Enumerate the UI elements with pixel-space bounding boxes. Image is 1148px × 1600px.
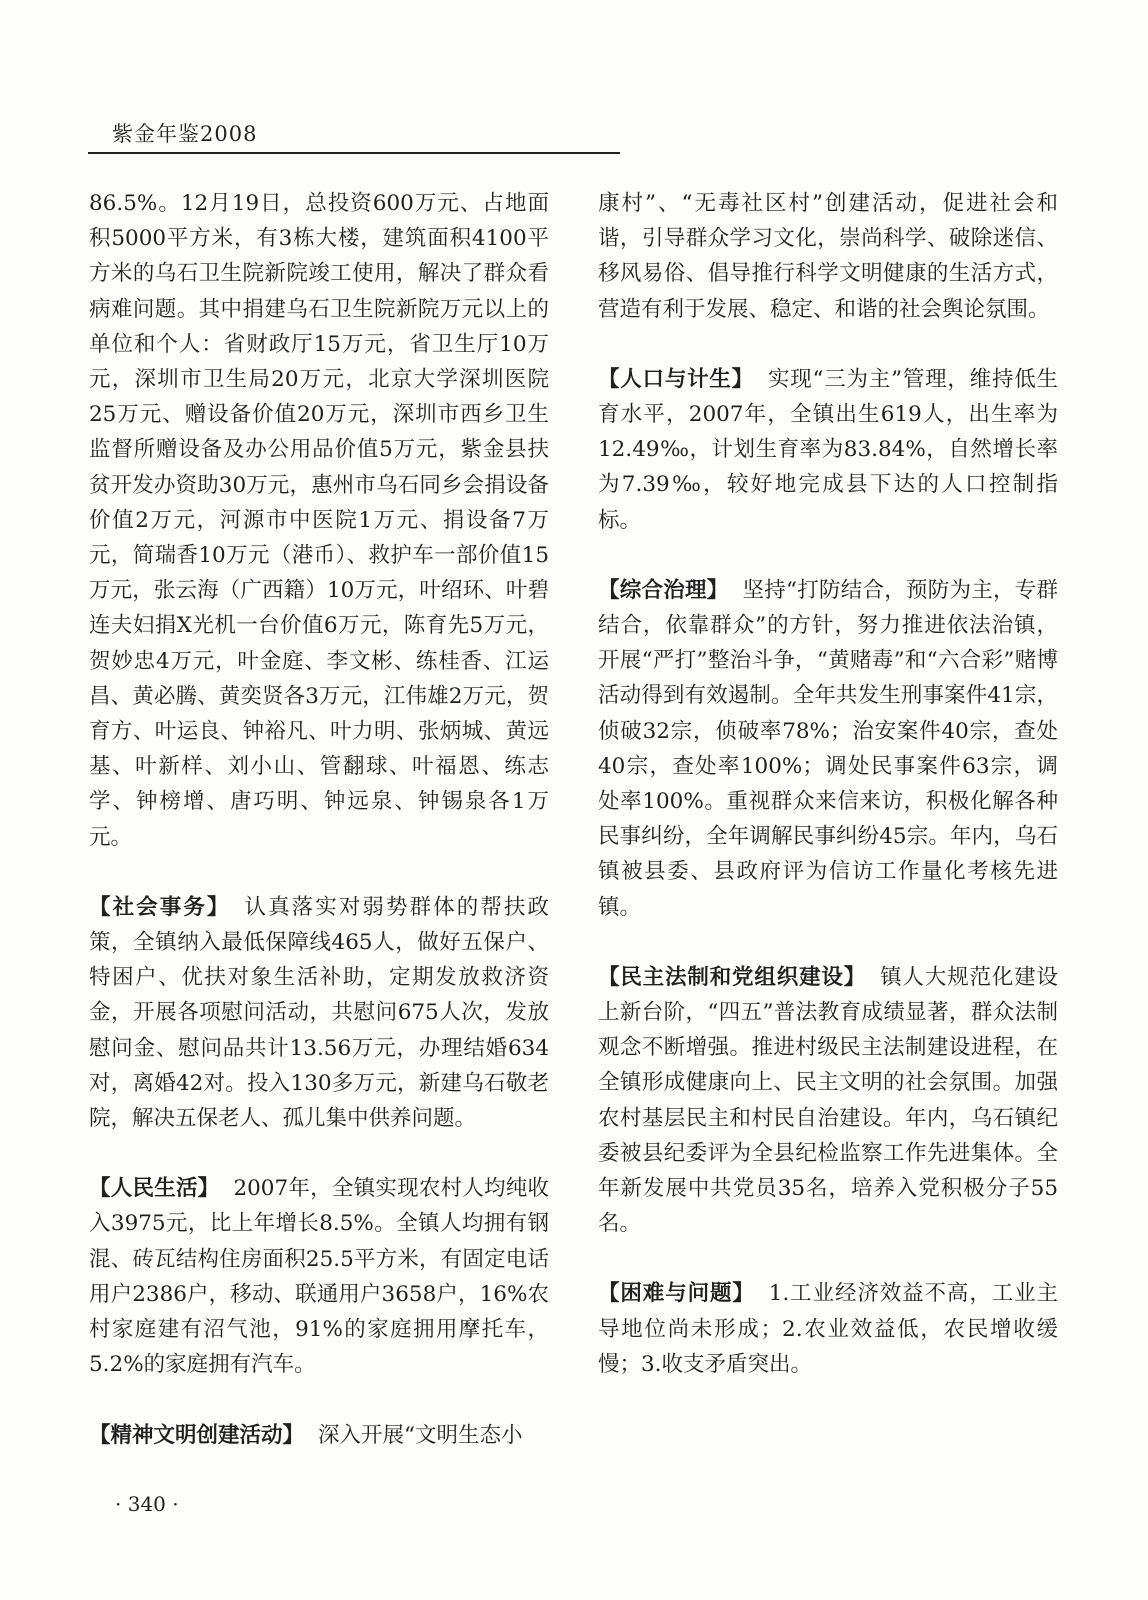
section-heading: 【人民生活】 <box>89 1176 220 1202</box>
running-head-title: 紫金年鉴2008 <box>112 122 258 146</box>
section-heading: 【精神文明创建活动】 <box>89 1422 305 1448</box>
section-body: 深入开展“文明生态小 <box>318 1422 523 1448</box>
section-body: 实现“三为主”管理，维持低生育水平，2007年，全镇出生619人，出生率为12.49‰，计划生育率为83.84%，自然增长率为7.39‰，较好地完成县下达的人口控制指标。 <box>598 366 1058 533</box>
section-heading: 【民主法制和党组织建设】 <box>598 964 867 990</box>
section-body: 认真落实对弱势群体的帮扶政策，全镇纳入最低保障线465人，做好五保户、特困户、优扶对象生活补助，定期发放救济资金，开展各项慰问活动，共慰问675人次，发放慰问金、慰问品共计13.56万元，办理结婚634对，离婚42对。投入130多万元，新建乌石敬老院，解决五保老人、孤儿集中供养问题。 <box>89 894 549 1132</box>
section-body: 镇人大规范化建设上新台阶，“四五”普法教育成绩显著，群众法制观念不断增强。推进村级民主法制建设进程，在全镇形成健康向上、民主文明的社会氛围。加强农村基层民主和村民自治建设。年内，乌石镇纪委被县纪委评为全县纪检监察工作先进集体。全年新发展中共党员35名，培养入党积极分子55名。 <box>598 964 1058 1237</box>
section-heading: 【社会事务】 <box>89 894 231 920</box>
section-difficulties-problems <box>598 1276 1058 1382</box>
section-body: 坚持“打防结合，预防为主，专群结合，依靠群众”的方针，努力推进依法治镇，开展“严打”整治斗争，“黄赌毒”和“六合彩”赌博活动得到有效遏制。全年共发生刑事案件41宗，侦破32宗，侦破率78%；治安案件40宗，查处40宗，查处率100%；调处民事案件63宗，调处率100%。重视群众来信来访，积极化解各种民事纠纷，全年调解民事纠纷45宗。年内，乌石镇被县委、县政府评为信访工作量化考核先进镇。 <box>598 577 1058 920</box>
section-heading: 【人口与计生】 <box>598 366 754 392</box>
section-democracy-party-building <box>598 960 1058 1242</box>
section-social-affairs <box>89 890 549 1136</box>
section-body: 1.工业经济效益不高，工业主导地位尚未形成；2.农业效益低，农民增收缓慢；3.收支矛盾突出。 <box>598 1281 1058 1377</box>
right-column <box>598 186 1058 1382</box>
section-body: 2007年，全镇实现农村人均纯收入3975元，比上年增长8.5%。全镇人均拥有钢混、砖瓦结构住房面积25.5平方米，有固定电话用户2386户，移动、联通用户3658户，16%农村家庭建有沼气池，91%的家庭拥用摩托车，5.2%的家庭拥有汽车。 <box>89 1176 549 1378</box>
paragraph-intro: 86.5%。12月19日，总投资600万元、占地面积5000平方米，有3栋大楼，建筑面积4100平方米的乌石卫生院新院竣工使用，解决了群众看病难问题。其中捐建乌石卫生院新院万元以上的单位和个人：省财政厅15万元，省卫生厅10万元，深圳市卫生局20万元，北京大学深圳医院25万元、赠设备价值20万元，深圳市西乡卫生监督所赠设备及办公用品价值5万元，紫金县扶贫开发办资助30万元，惠州市乌石同乡会捐设备价值2万元，河源市中医院1万元、捐设备7万元，简瑞香10万元（港币）、救护车一部价值15万元，张云海（广西籍）10万元，叶绍环、叶碧连夫妇捐X光机一台价值6万元，陈育先5万元，贺妙忠4万元，叶金庭、李文彬、练桂香、江运昌、黄必腾、黄奕贤各3万元，江伟雄2万元，贺育方、叶运良、钟裕凡、叶力明、张炳城、黄远基、叶新样、刘小山、管翻球、叶福恩、练志学、钟榜增、唐巧明、钟远泉、钟锡泉各1万元。 <box>89 191 549 850</box>
page-number: · 340 · <box>115 1492 179 1516</box>
section-people-livelihood <box>89 1171 549 1382</box>
section-comprehensive-governance <box>598 573 1058 925</box>
section-heading: 【综合治理】 <box>598 577 729 603</box>
section-spiritual-civilization <box>89 1418 549 1453</box>
paragraph-continuation: 康村”、“无毒社区村”创建活动，促进社会和谐，引导群众学习文化，崇尚科学、破除迷信、移风易俗、倡导推行科学文明健康的生活方式，营造有利于发展、稳定、和谐的社会舆论氛围。 <box>598 191 1058 322</box>
section-heading: 【困难与问题】 <box>598 1281 755 1307</box>
section-population-planning <box>598 362 1058 538</box>
header-rule <box>88 152 620 154</box>
left-column <box>89 186 549 1453</box>
